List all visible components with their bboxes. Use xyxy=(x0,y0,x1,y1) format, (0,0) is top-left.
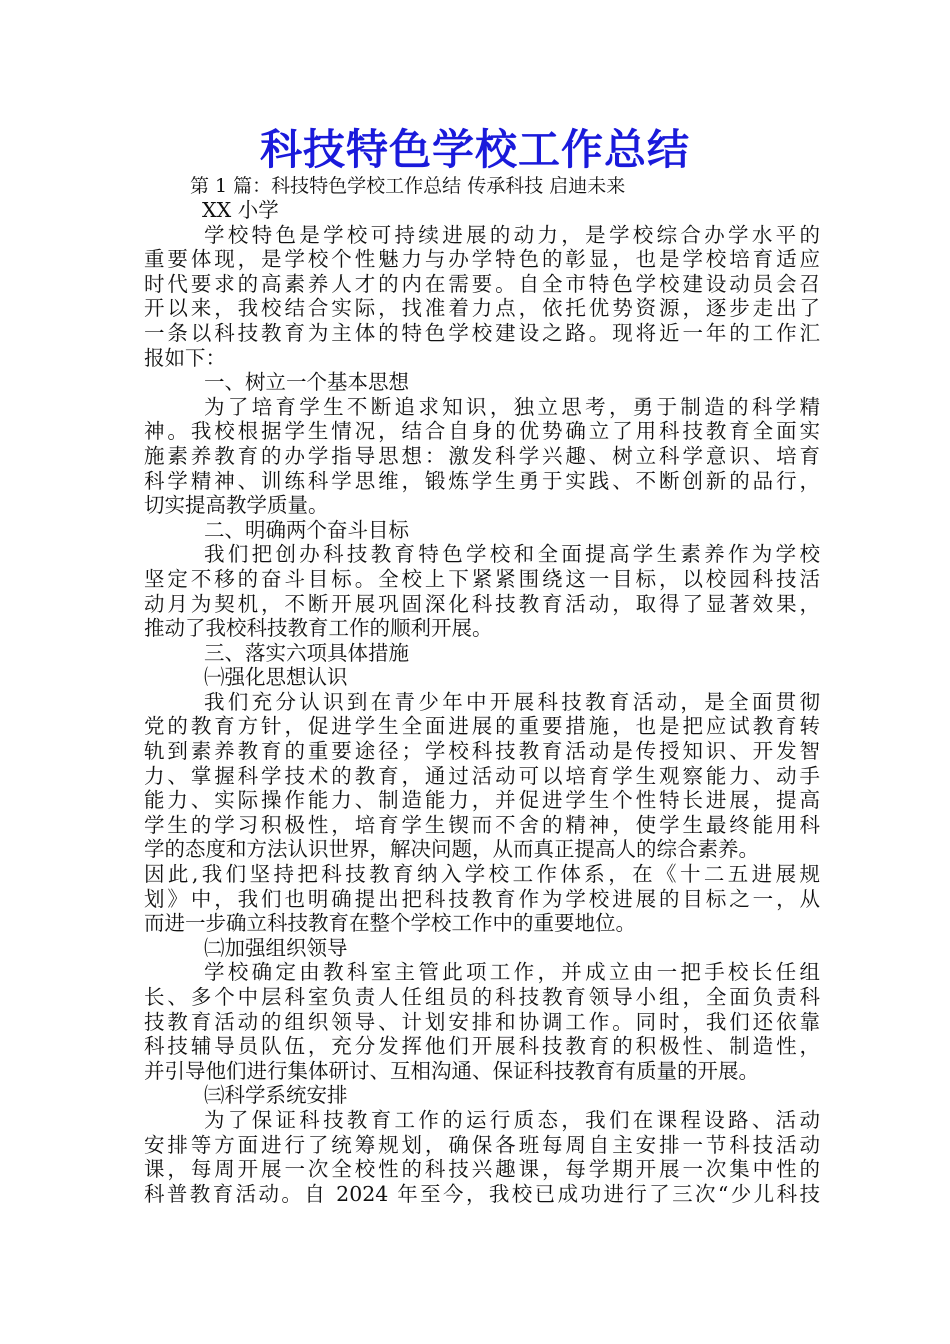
text-line: 划》中，我们也明确提出把科技教育作为学校进展的目标之一，从 xyxy=(144,886,820,911)
text-line: 三、落实六项具体措施 xyxy=(204,640,409,665)
text-line: 科学精神、训练科学思维，锻炼学生勇于实践、不断创新的品行， xyxy=(144,468,820,493)
text-line: 长、多个中层科室负责人任组员的科技教育领导小组，全面负责科 xyxy=(144,985,820,1009)
text-line: 力、掌握科学技术的教育，通过活动可以培育学生观察能力、动手 xyxy=(144,763,820,788)
text-line: ㈢科学系统安排 xyxy=(204,1083,348,1108)
text-line: 为了保证科技教育工作的运行质态，我们在课程设路、活动 xyxy=(204,1107,820,1132)
document-title: 科技特色学校工作总结 xyxy=(259,125,690,174)
text-line: 重要体现，是学校个性魅力与办学特色的彰显，也是学校培育适应 xyxy=(144,247,820,272)
text-line: 学生的学习积极性，培育学生锲而不舍的精神，使学生最终能用科 xyxy=(144,812,820,837)
text-line: 神。我校根据学生情况，结合自身的优势确立了用科技教育全面实 xyxy=(144,419,820,444)
document-body xyxy=(144,198,820,1206)
text-line: 推动了我校科技教育工作的顺利开展。 xyxy=(144,616,493,641)
text-line: 一、树立一个基本思想 xyxy=(204,370,409,395)
text-line: 而进一步确立科技教育在整个学校工作中的重要地位。 xyxy=(144,911,636,936)
text-line: 科技辅导员队伍，充分发挥他们开展科技教育的积极性、制造性， xyxy=(144,1034,820,1059)
text-line: 我们充分认识到在青少年中开展科技教育活动，是全面贯彻 xyxy=(204,689,820,714)
text-line: 动月为契机，不断开展巩固深化科技教育活动，取得了显著效果， xyxy=(144,591,820,616)
text-line: 切实提高教学质量。 xyxy=(144,493,329,518)
text-line: 能力、实际操作能力、制造能力，并促进学生个性特长进展，提高 xyxy=(144,788,820,813)
text-line: 我们把创办科技教育特色学校和全面提高学生素养作为学校 xyxy=(204,542,820,567)
text-line: 并引导他们进行集体研讨、互相沟通、保证科技教育有质量的开展。 xyxy=(144,1058,759,1083)
document-subtitle: 第 1 篇：科技特色学校工作总结 传承科技 启迪未来 xyxy=(190,175,626,197)
text-line: 为了培育学生不断追求知识，独立思考，勇于制造的科学精 xyxy=(204,394,820,419)
text-line: 科普教育活动。自 2024 年至今，我校已成功进行了三次“少儿科技 xyxy=(144,1181,820,1206)
school-name: XX 小学 xyxy=(202,198,279,222)
text-line: 技教育活动的组织领导、计划安排和协调工作。同时，我们还依靠 xyxy=(144,1009,820,1034)
text-line: ㈡加强组织领导 xyxy=(204,935,348,960)
text-line: 安排等方面进行了统筹规划，确保各班每周自主安排一节科技活动 xyxy=(144,1132,820,1157)
text-line: 施素养教育的办学指导思想：激发科学兴趣、树立科学意识、培育 xyxy=(144,443,820,468)
text-line: 一条以科技教育为主体的特色学校建设之路。现将近一年的工作汇 xyxy=(144,320,820,345)
text-line: 学校特色是学校可持续进展的动力，是学校综合办学水平的 xyxy=(204,222,820,247)
text-line: 学的态度和方法认识世界，解决问题，从而真正提高人的综合素养。 xyxy=(144,837,759,862)
text-line: 课，每周开展一次全校性的科技兴趣课，每学期开展一次集中性的 xyxy=(144,1157,820,1182)
text-line: 因此,我们坚持把科技教育纳入学校工作体系，在《十二五进展规 xyxy=(144,862,820,887)
text-line: 二、明确两个奋斗目标 xyxy=(204,517,409,542)
text-line: 党的教育方针，促进学生全面进展的重要措施，也是把应试教育转 xyxy=(144,714,820,739)
text-line: 时代要求的高素养人才的内在需要。自全市特色学校建设动员会召 xyxy=(144,271,820,296)
text-line: ㈠强化思想认识 xyxy=(204,665,348,690)
text-line: 报如下： xyxy=(144,345,226,370)
text-line: 开以来，我校结合实际，找准着力点，依托优势资源，逐步走出了 xyxy=(144,296,820,321)
text-line: 学校确定由教科室主管此项工作，并成立由一把手校长任组 xyxy=(204,960,820,985)
text-line: 坚定不移的奋斗目标。全校上下紧紧围绕这一目标，以校园科技活 xyxy=(144,566,820,591)
text-line: 轨到素养教育的重要途径；学校科技教育活动是传授知识、开发智 xyxy=(144,739,820,764)
paragraph-lines xyxy=(144,223,820,1207)
